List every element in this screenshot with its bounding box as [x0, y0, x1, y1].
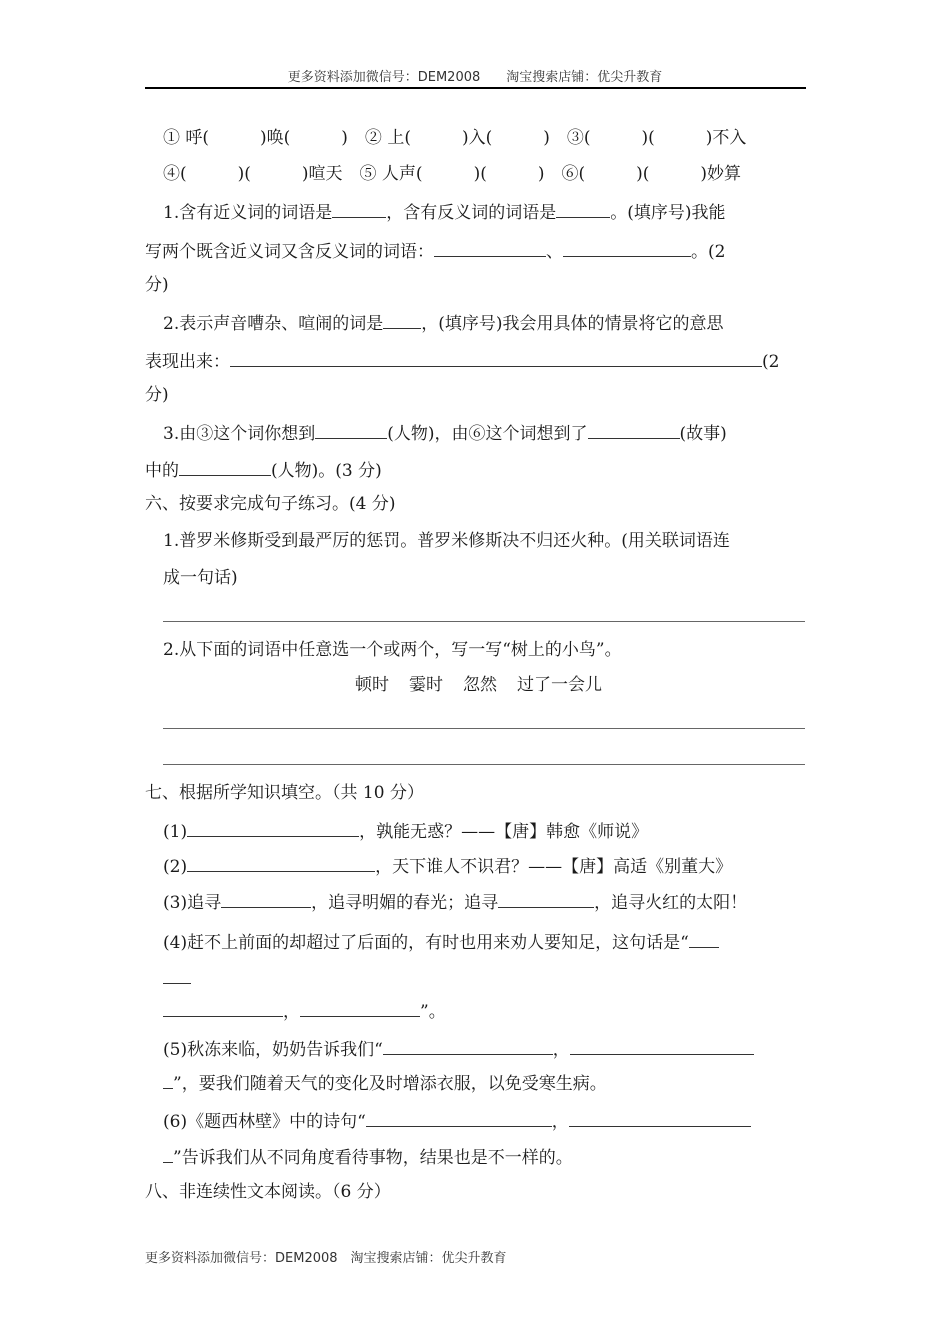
question-3-line-1 [163, 420, 727, 445]
s7-i1-label: (1) [163, 822, 188, 842]
q3-text-e: (人物)。(3 分) [271, 461, 382, 481]
question-2-line-2 [145, 348, 779, 373]
section-6-title: 六、按要求完成句子练习。(4 分) [145, 494, 396, 514]
word-options [355, 674, 602, 696]
q1-text-d: 写两个既含近义词又含反义词的词语： [145, 242, 434, 262]
s7-item-1 [163, 818, 648, 843]
q2-text-e: 分) [145, 385, 169, 405]
page-header: 更多资料添加微信号：DEM2008 淘宝搜索店铺：优尖升教育 [287, 70, 663, 85]
q2-text-a: 2.表示声音嘈杂、喧闹的词是 [163, 314, 384, 334]
answer-blank[interactable] [187, 818, 359, 837]
answer-blank[interactable] [332, 199, 386, 218]
q3-text-c: (故事) [679, 424, 727, 444]
s7-item-4-line-1 [163, 929, 719, 954]
s6-q1-line-2: 成一句话) [163, 568, 238, 588]
answer-blank[interactable] [689, 929, 719, 948]
answer-blank[interactable] [434, 238, 546, 257]
s7-i3-text-a: (3)追寻 [163, 893, 222, 913]
q3-text-a: 3.由③这个词你想到 [163, 424, 316, 444]
answer-line[interactable] [163, 764, 805, 765]
answer-blank[interactable] [300, 998, 420, 1017]
q2-text-b: ，(填序号)我会用具体的情景将它的意思 [421, 314, 724, 334]
answer-blank[interactable] [315, 420, 387, 439]
section-7-title: 七、根据所学知识填空。（共 10 分） [145, 783, 424, 803]
s6-q2: 2.从下面的词语中任意选一个或两个，写一写“树上的小鸟”。 [163, 640, 622, 660]
s7-i2-text: ，天下谁人不识君？——【唐】高适《别董大》 [375, 857, 733, 877]
s7-item-3 [163, 889, 747, 914]
word-option: 忽然 [463, 675, 497, 695]
answer-line[interactable] [163, 621, 805, 622]
s6-q1-line-1: 1.普罗米修斯受到最严厉的惩罚。普罗米修斯决不归还火种。(用关联词语连 [163, 531, 730, 551]
q2-text-d: (2 [762, 352, 780, 372]
s7-i5-text-b: ， [552, 1040, 570, 1060]
s7-item-5-line-2 [163, 1070, 607, 1095]
answer-blank[interactable] [563, 238, 691, 257]
question-3-line-2 [145, 457, 382, 482]
idiom-row-1: ① 呼( )唤( ) ② 上( )入( ) ③( )( )不入 [163, 128, 747, 148]
s7-i6-text-c: ”告诉我们从不同角度看待事物，结果也是不一样的。 [173, 1148, 573, 1168]
answer-blank[interactable] [383, 310, 421, 329]
answer-blank[interactable] [163, 1144, 173, 1163]
s7-i6-text-b: ， [551, 1112, 569, 1132]
s7-item-4-line-2 [163, 965, 191, 990]
q1-text-a: 1.含有近义词的词语是 [163, 203, 333, 223]
answer-blank[interactable] [221, 889, 311, 908]
answer-blank[interactable] [230, 348, 762, 367]
s7-i5-text-c: ”，要我们随着天气的变化及时增添衣服，以免受寒生病。 [173, 1074, 607, 1094]
s7-i6-text-a: (6)《题西林壁》中的诗句“ [163, 1112, 366, 1132]
q3-text-b: (人物)，由⑥这个词想到了 [387, 424, 588, 444]
answer-blank[interactable] [570, 1036, 754, 1055]
section-8-title: 八、非连续性文本阅读。（6 分） [145, 1182, 391, 1202]
question-2-line-1 [163, 310, 724, 335]
answer-blank[interactable] [366, 1108, 552, 1127]
answer-blank[interactable] [187, 853, 375, 872]
s7-i3-text-b: ，追寻明媚的春光；追寻 [311, 893, 499, 913]
answer-blank[interactable] [163, 998, 283, 1017]
answer-blank[interactable] [179, 457, 271, 476]
question-1-line-1 [163, 199, 726, 224]
answer-blank[interactable] [556, 199, 610, 218]
s7-item-6-line-1 [163, 1108, 751, 1133]
s7-i1-text: ，孰能无惑？——【唐】韩愈《师说》 [359, 822, 649, 842]
s7-item-6-line-2 [163, 1144, 573, 1169]
s7-item-2 [163, 853, 732, 878]
question-1-line-2 [145, 238, 725, 263]
q1-text-g: 分) [145, 275, 169, 295]
q3-text-d: 中的 [145, 461, 179, 481]
s7-item-5-line-1 [163, 1036, 754, 1061]
answer-blank[interactable] [498, 889, 594, 908]
answer-line[interactable] [163, 728, 805, 729]
answer-blank[interactable] [163, 965, 191, 984]
s7-i3-text-c: ，追寻火红的太阳！ [594, 893, 748, 913]
header-divider [145, 87, 806, 89]
s7-i4-text-c: ”。 [420, 1002, 446, 1022]
answer-blank[interactable] [588, 420, 680, 439]
page-footer: 更多资料添加微信号：DEM2008 淘宝搜索店铺：优尖升教育 [145, 1251, 507, 1266]
q1-text-f: 。(2 [691, 242, 726, 262]
idiom-row-2: ④( )( )喧天 ⑤ 人声( )( ) ⑥( )( )妙算 [163, 164, 741, 184]
answer-blank[interactable] [163, 1070, 173, 1089]
s7-i4-text-b: ， [283, 1002, 300, 1022]
s7-item-4-line-3 [163, 998, 446, 1023]
s7-i2-label: (2) [163, 857, 188, 877]
q2-text-c: 表现出来： [145, 352, 230, 372]
s7-i4-text-a: (4)赶不上前面的却超过了后面的，有时也用来劝人要知足，这句话是“ [163, 933, 689, 953]
word-option: 霎时 [409, 675, 443, 695]
word-option: 顿时 [355, 675, 389, 695]
answer-blank[interactable] [383, 1036, 553, 1055]
q1-text-b: ，含有反义词的词语是 [386, 203, 557, 223]
answer-blank[interactable] [569, 1108, 751, 1127]
word-option: 过了一会儿 [517, 675, 602, 695]
q1-text-c: 。(填序号)我能 [610, 203, 726, 223]
s7-i5-text-a: (5)秋冻来临，奶奶告诉我们“ [163, 1040, 383, 1060]
q1-text-e: 、 [546, 242, 563, 262]
